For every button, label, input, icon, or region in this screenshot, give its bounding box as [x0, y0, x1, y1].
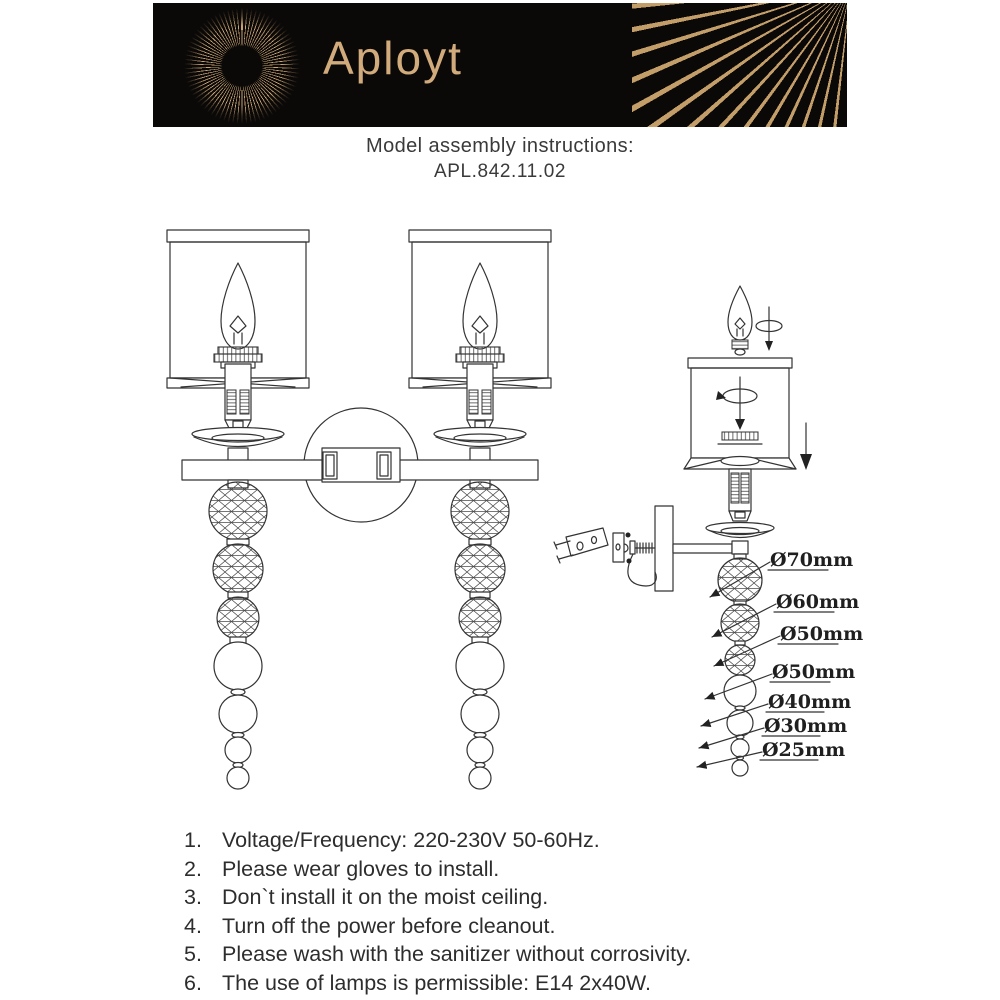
model-number: APL.842.11.02: [433, 161, 567, 182]
instruction-row: [150, 855, 880, 884]
instruction-text: Voltage/Frequency: 220-230V 50-60Hz.: [222, 828, 600, 852]
instruction-number: 6.: [184, 970, 202, 995]
assembly-instructions-title: Model assembly instructions:: [366, 135, 634, 157]
instruction-number: 4.: [184, 913, 202, 938]
instruction-text: The use of lamps is permissible: E14 2x40W.: [222, 970, 651, 995]
rotate-bulb-arrow-icon: [756, 307, 782, 351]
dimension-label-25: Ø25mm: [762, 739, 846, 761]
dimension-label-70: Ø70mm: [770, 549, 854, 571]
dimension-label-50a: Ø50mm: [780, 623, 864, 645]
instruction-row: [150, 969, 880, 998]
slide-down-arrow-icon: [800, 423, 812, 470]
instruction-row: [150, 883, 880, 912]
wall-plate-side: [655, 506, 673, 591]
instruction-row: [150, 912, 880, 941]
right-lamp: [409, 230, 551, 461]
instruction-text: Please wash with the sanitizer without corrosivity.: [222, 942, 692, 966]
instruction-text: Don`t install it on the moist ceiling.: [222, 885, 549, 909]
side-saucer: [706, 523, 774, 538]
brand-logo: Aployt: [323, 32, 463, 84]
rotate-shade-arrow-icon: [716, 377, 757, 430]
instruction-number: 3.: [184, 885, 202, 909]
instruction-text: Turn off the power before cleanout.: [222, 913, 556, 938]
side-ball-stack: [718, 554, 762, 776]
left-ball-stack: [209, 480, 267, 789]
instructions-list: [150, 826, 880, 997]
right-ball-stack: [451, 480, 509, 789]
dimension-label-40: Ø40mm: [768, 691, 852, 713]
instruction-row: [150, 940, 880, 969]
side-socket: [729, 469, 751, 521]
instruction-text: Please wear gloves to install.: [222, 856, 500, 881]
side-arm: [673, 544, 732, 553]
left-lamp: [167, 230, 309, 461]
front-view: [167, 230, 551, 789]
instruction-number: 1.: [184, 828, 202, 852]
bulb-icon: [728, 286, 752, 355]
dimension-label-30: Ø30mm: [764, 715, 848, 737]
mounting-bracket: [322, 448, 400, 482]
terminal-block-icon: [718, 432, 762, 444]
instruction-row: [150, 826, 880, 855]
instruction-number: 2.: [184, 856, 202, 881]
instruction-number: 5.: [184, 942, 202, 966]
dimension-label-50b: Ø50mm: [772, 661, 856, 683]
dimension-label-60: Ø60mm: [776, 591, 860, 613]
wall-fixing-hardware: [554, 528, 656, 586]
side-view: [554, 286, 863, 776]
side-column-block: [732, 541, 748, 554]
